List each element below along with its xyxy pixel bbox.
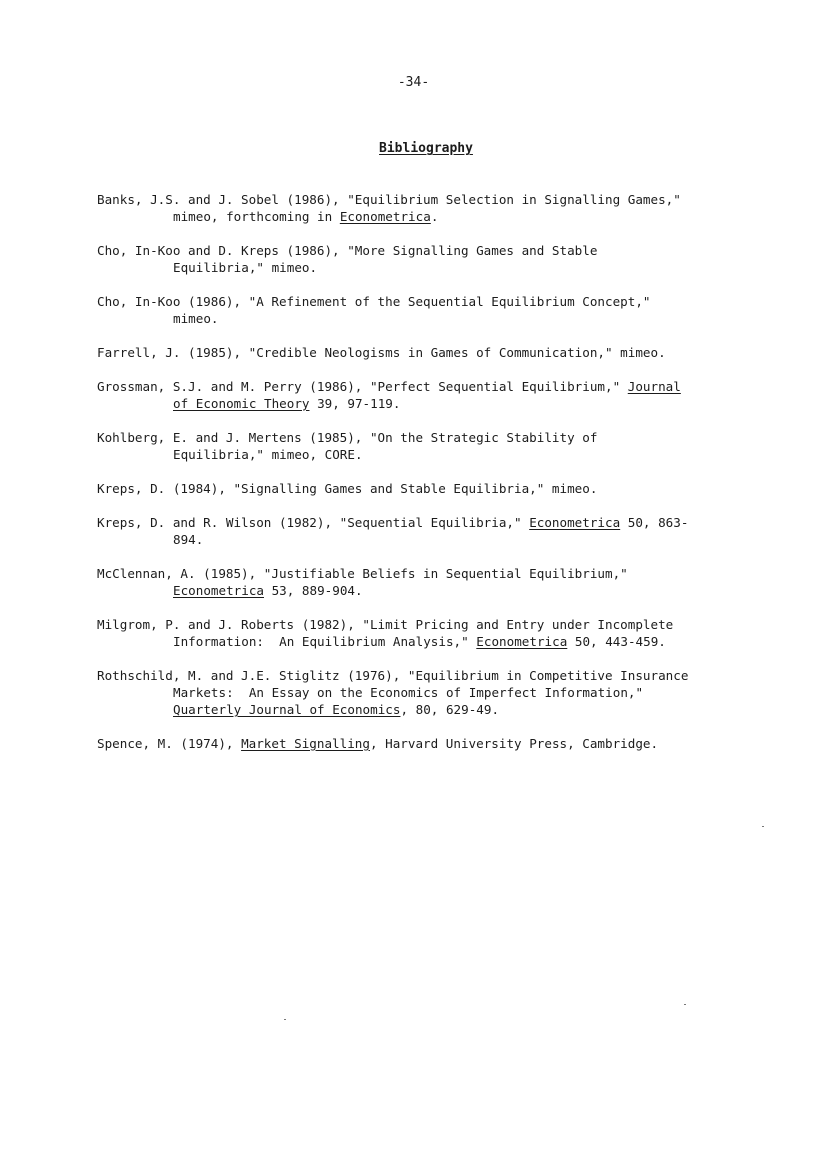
bib-entry-mcclennan [97,565,777,599]
bib-entry-banks-sobel [97,191,777,225]
journal-title: of Economic Theory [173,396,310,411]
bib-entry-spence [97,735,777,752]
entry-text: 39, 97-119. [309,396,401,411]
entry-text: , 80, 629-49. [400,702,500,717]
entry-line [97,344,777,361]
entry-line [97,395,777,412]
entry-text: Kreps, D. and R. Wilson (1982), "Sequential Equilibria," [97,515,530,530]
entry-text: mimeo, forthcoming in [173,209,340,224]
entry-text: 50, 863- [620,515,689,530]
entry-text: 894. [173,532,204,547]
bib-entry-farrell [97,344,777,361]
entry-line [97,633,777,650]
entry-line [97,446,777,463]
entry-text: mimeo. [173,311,219,326]
scan-speck [284,1019,286,1020]
entry-line [97,667,777,684]
entry-line [97,684,777,701]
journal-title: Econometrica [529,515,621,530]
journal-title: Journal [627,379,681,394]
entry-text: . [430,209,439,224]
entry-text: Kreps, D. (1984), "Signalling Games and Stable Equilibria," mimeo. [97,481,598,496]
entry-line [97,310,777,327]
entry-line [97,735,777,752]
entry-text: McClennan, A. (1985), "Justifiable Beliefs in Sequential Equilibrium," [97,566,628,581]
entry-text: Banks, J.S. and J. Sobel (1986), "Equilibrium Selection in Signalling Games," [97,192,681,207]
entry-line [97,191,777,208]
entry-line [97,616,777,633]
entry-line [97,208,777,225]
scan-speck [762,826,764,827]
entry-text: Cho, In-Koo (1986), "A Refinement of the Sequential Equilibrium Concept," [97,294,651,309]
entry-text: Equilibria," mimeo, CORE. [173,447,363,462]
bibliography-title: Bibliography [379,141,473,156]
entry-text: Grossman, S.J. and M. Perry (1986), "Perfect Sequential Equilibrium," [97,379,628,394]
bib-entry-kohlberg-mertens [97,429,777,463]
entry-text: Farrell, J. (1985), "Credible Neologisms in Games of Communication," mimeo. [97,345,666,360]
journal-title: Econometrica [173,583,264,598]
book-title: Market Signalling [241,736,370,751]
entry-text: Spence, M. (1974), [97,736,242,751]
bib-entry-cho [97,293,777,327]
entry-text: 53, 889-904. [264,583,363,598]
bib-entry-kreps-wilson [97,514,777,548]
bib-entry-milgrom-roberts [97,616,777,650]
entry-text: Markets: An Essay on the Economics of Imperfect Information," [173,685,644,700]
entry-text: Information: An Equilibrium Analysis," [173,634,477,649]
entry-line [97,565,777,582]
bib-entry-grossman-perry [97,378,777,412]
entry-line [97,480,777,497]
bib-entry-rothschild-stiglitz [97,667,777,718]
entry-line [97,429,777,446]
entry-text: Rothschild, M. and J.E. Stiglitz (1976), "Equilibrium in Competitive Insurance [97,668,689,683]
scan-speck [684,1004,686,1005]
journal-title: Quarterly Journal of Economics [173,702,401,717]
entry-line [97,531,777,548]
bib-entry-kreps [97,480,777,497]
entry-line [97,293,777,310]
entry-text: , Harvard University Press, Cambridge. [369,736,659,751]
entry-line [97,582,777,599]
entry-line [97,701,777,718]
entry-text: Milgrom, P. and J. Roberts (1982), "Limit Pricing and Entry under Incomplete [97,617,674,632]
entry-text: Cho, In-Koo and D. Kreps (1986), "More Signalling Games and Stable [97,243,598,258]
entry-text: Kohlberg, E. and J. Mertens (1985), "On the Strategic Stability of [97,430,598,445]
entry-line [97,378,777,395]
entry-line [97,259,777,276]
entry-text: 50, 443-459. [567,634,666,649]
journal-title: Econometrica [339,209,431,224]
entry-text: Equilibria," mimeo. [173,260,318,275]
bibliography-list [97,191,777,769]
entry-line [97,514,777,531]
entry-line [97,242,777,259]
bib-entry-cho-kreps [97,242,777,276]
journal-title: Econometrica [476,634,568,649]
page-number: -34- [397,75,430,90]
